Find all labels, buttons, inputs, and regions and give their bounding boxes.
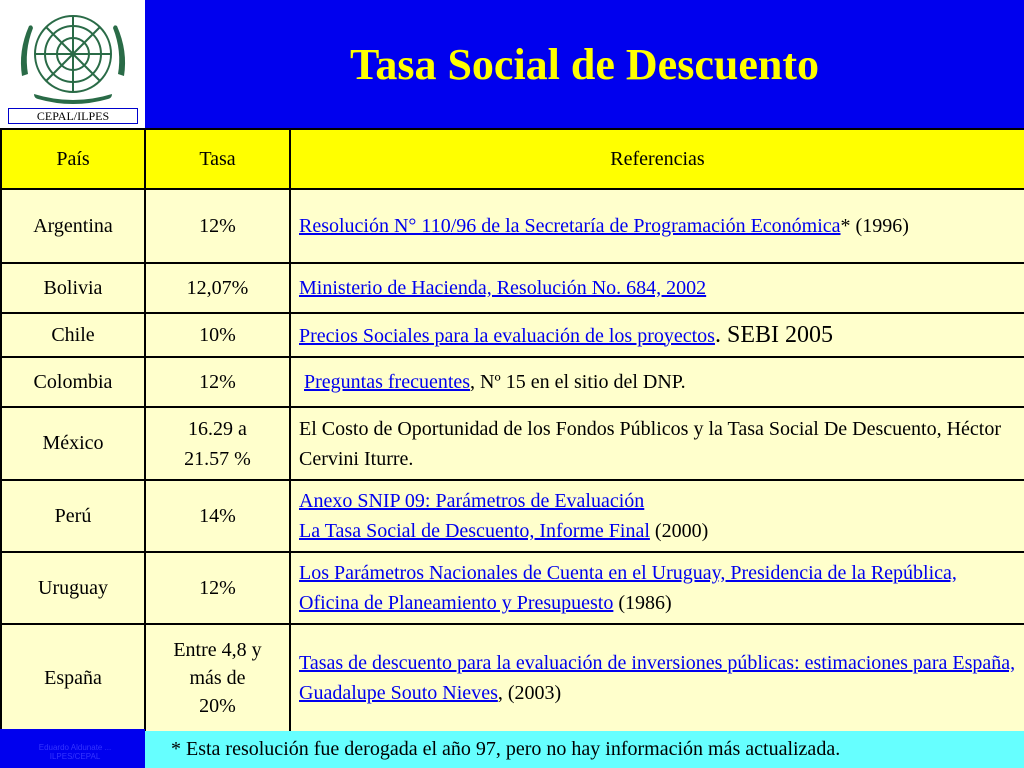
- reference-cell: [290, 480, 1024, 552]
- reference-cell: [290, 263, 1024, 313]
- reference-cell: [290, 189, 1024, 263]
- country-cell: España: [1, 624, 145, 732]
- discount-rate-table: [0, 128, 1024, 729]
- reference-cell: El Costo de Oportunidad de los Fondos Públicos y la Tasa Social De Descuento, Héctor Cervini Iturre.: [290, 407, 1024, 480]
- reference-link[interactable]: Precios Sociales para la evaluación de los proyectos: [299, 324, 715, 347]
- reference-link[interactable]: Anexo SNIP 09: Parámetros de Evaluación: [299, 490, 645, 512]
- col-header-pais: País: [1, 129, 145, 189]
- table-row: [1, 480, 1024, 552]
- reference-link[interactable]: Tasas de descuento para la evaluación de inversiones públicas: estimaciones para España, Guadalupe Souto Nieves: [299, 652, 1016, 704]
- reference-link[interactable]: Los Parámetros Nacionales de Cuenta en el Uruguay, Presidencia de la República, Oficina de Planeamiento y Presupuesto: [299, 562, 957, 614]
- table-row: [1, 407, 1024, 480]
- footnote: * Esta resolución fue derogada el año 97, pero no hay información más actualizada.: [145, 731, 1024, 768]
- rate-line: Entre 4,8 y: [173, 639, 262, 661]
- col-header-tasa: Tasa: [145, 129, 290, 189]
- table-row: [1, 552, 1024, 624]
- rate-cell: [145, 407, 290, 480]
- rate-line: 16.29 a: [188, 417, 247, 440]
- country-cell: Argentina: [1, 189, 145, 263]
- table-row: [1, 313, 1024, 357]
- org-label: CEPAL/ILPES: [8, 108, 138, 124]
- footer-credit-text: Eduardo Aldunate ... ILPES/CEPAL: [38, 743, 112, 761]
- country-cell: México: [1, 407, 145, 480]
- reference-note: (1986): [613, 592, 672, 614]
- reference-link[interactable]: Ministerio de Hacienda, Resolución No. 684, 2002: [299, 277, 707, 299]
- table-header-row: [1, 129, 1024, 189]
- table-row: [1, 189, 1024, 263]
- reference-cell: [290, 552, 1024, 624]
- rate-cell: 12%: [145, 357, 290, 407]
- reference-link[interactable]: La Tasa Social de Descuento, Informe Final: [299, 520, 650, 542]
- reference-note: . SEBI 2005: [714, 321, 833, 348]
- rate-line: 20%: [199, 695, 236, 717]
- reference-cell: [290, 624, 1024, 732]
- footer-credit-area: [0, 729, 145, 768]
- reference-note: , Nº 15 en el sitio del DNP.: [470, 371, 686, 393]
- reference-note: (2000): [649, 520, 709, 542]
- reference-link[interactable]: Resolución N° 110/96 de la Secretaría de Programación Económica: [299, 215, 841, 237]
- un-emblem-icon: [14, 6, 132, 106]
- table-row: [1, 357, 1024, 407]
- table-row: [1, 263, 1024, 313]
- rate-cell: 12,07%: [145, 263, 290, 313]
- rate-line: más de: [189, 667, 246, 689]
- rate-cell: 10%: [145, 313, 290, 357]
- rate-cell: [145, 624, 290, 732]
- reference-note: , (2003): [497, 682, 562, 704]
- rate-cell: 12%: [145, 189, 290, 263]
- page-title: Tasa Social de Descuento: [350, 39, 819, 89]
- reference-cell: [290, 357, 1024, 407]
- rate-cell: 12%: [145, 552, 290, 624]
- reference-cell: [290, 313, 1024, 357]
- rate-line: 21.57 %: [184, 447, 251, 470]
- country-cell: Perú: [1, 480, 145, 552]
- logo-area: [0, 0, 145, 128]
- reference-note: * (1996): [840, 215, 909, 237]
- col-header-referencias: Referencias: [290, 129, 1024, 189]
- table-row: [1, 624, 1024, 732]
- reference-link[interactable]: Preguntas frecuentes: [304, 371, 471, 393]
- country-cell: Bolivia: [1, 263, 145, 313]
- country-cell: Uruguay: [1, 552, 145, 624]
- rate-cell: 14%: [145, 480, 290, 552]
- country-cell: Chile: [1, 313, 145, 357]
- country-cell: Colombia: [1, 357, 145, 407]
